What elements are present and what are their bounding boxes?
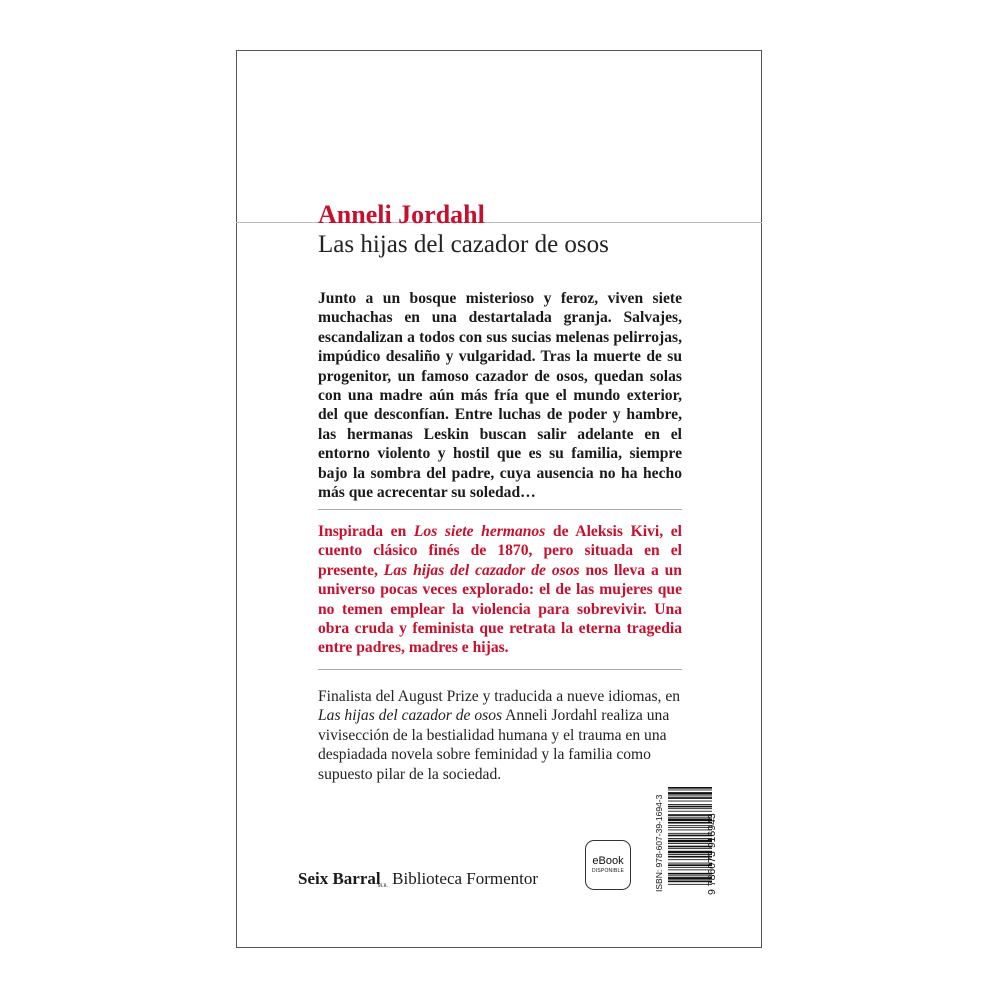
ebook-sublabel: DISPONIBLE — [591, 868, 624, 874]
top-rule — [236, 222, 762, 223]
barcode-bar — [668, 792, 712, 795]
divider — [318, 509, 682, 510]
author-name: Anneli Jordahl — [318, 200, 485, 229]
about-paragraph: Finalista del August Prize y traducida a nueve idiomas, en Las hijas del cazador de osos Anneli Jordahl realiza una vivisección de la bestialidad humana y el trauma en una despiadada novela sobre feminidad y la familia como supuesto pilar de la sociedad. — [318, 688, 681, 783]
barcode-bar — [668, 801, 712, 802]
barcode-bar — [668, 787, 712, 789]
ebook-badge — [585, 840, 631, 890]
ebook-label: eBook — [592, 855, 624, 867]
publisher-series: Biblioteca Formentor — [392, 869, 539, 888]
barcode-bar — [668, 804, 712, 805]
barcode-bar — [668, 808, 712, 809]
barcode-bar — [668, 811, 712, 812]
barcode-bar — [668, 796, 712, 797]
divider — [318, 669, 682, 670]
barcode-bar — [668, 790, 712, 791]
barcode-number: 9 786073 916943 — [706, 813, 718, 895]
barcode-bar — [668, 797, 712, 799]
barcode-bar — [668, 806, 712, 808]
highlight-paragraph: Inspirada en Los siete hermanos de Aleksis Kivi, el cuento clásico finés de 1870, pero situada en el presente, Las hijas del cazador de osos nos lleva a un universo pocas veces explorado: el de las mujeres que no temen emplear la violencia para sobrevivir. Una obra cruda y feminista que retrata la eterna tragedia entre padres, madres e hijas. — [318, 523, 682, 657]
trademark-mark: M.R. — [377, 884, 388, 889]
isbn-text: ISBN: 978-607-39-1694-3 — [654, 794, 664, 892]
publisher-logo — [298, 869, 538, 889]
publisher-brand: Seix Barral — [298, 869, 381, 888]
synopsis-paragraph: Junto a un bosque misterioso y feroz, viven siete muchachas en una destartalada granja. Salvajes, escandalizan a todos con sus sucias melenas pelirrojas, impúdico desaliño y vulgaridad. Tras la muerte de su progenitor, un famoso cazador de osos, quedan solas con una madre aún más fría que el mundo exterior, del que desconfían. Entre luchas de poder y hambre, las hermanas Leskin buscan salir adelante en el entorno violento y hostil que es su familia, siempre bajo la sombra del padre, cuya ausencia no ha hecho más que acrecentar su soledad… — [318, 290, 682, 502]
book-title: Las hijas del cazador de osos — [318, 231, 609, 258]
